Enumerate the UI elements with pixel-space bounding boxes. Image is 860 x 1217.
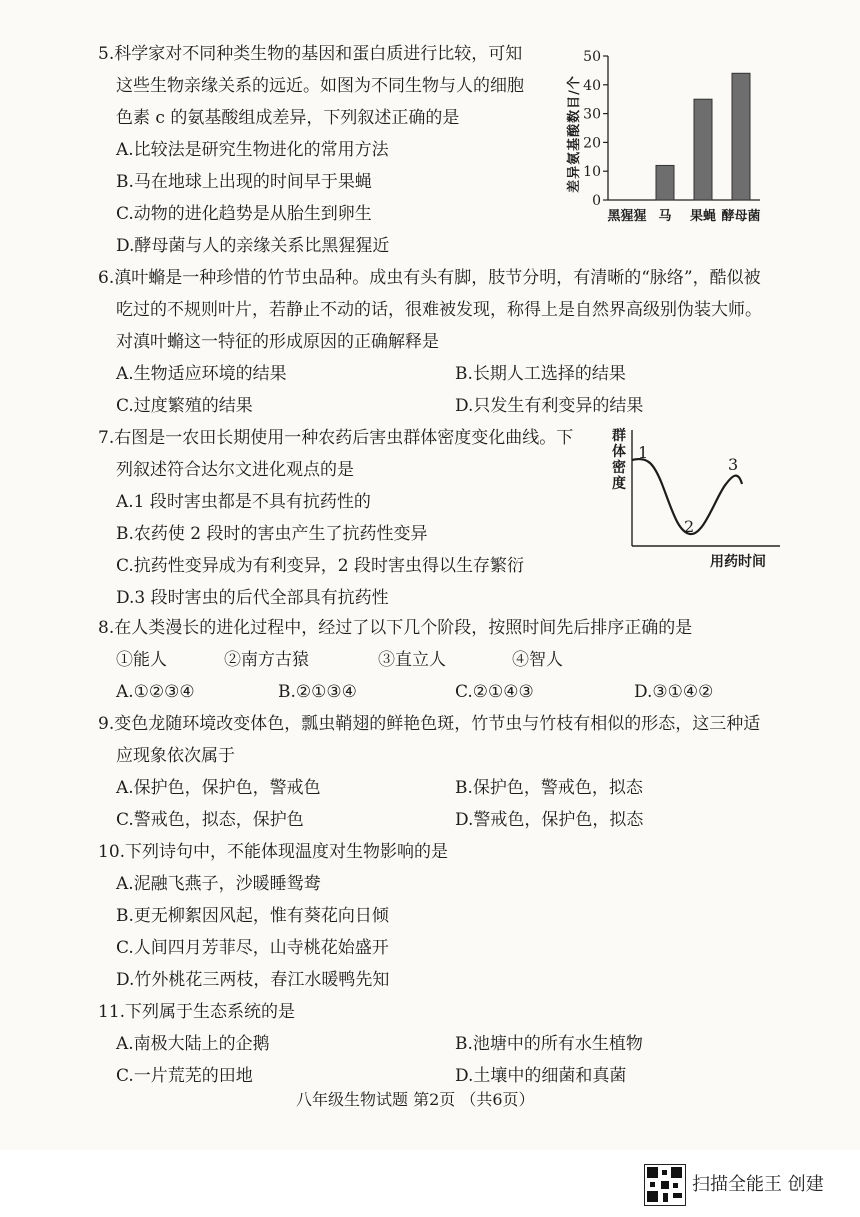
q8-stage-1: ①能人 (116, 650, 167, 670)
q6-stem-line-2: 吃过的不规则叶片，若静止不动的话，很难被发现，称得上是自然界高级别伪装大师。 (116, 300, 762, 320)
q11-stem: 11.下列属于生态系统的是 (98, 1002, 296, 1022)
q8-option-d[interactable]: D.③①④② (634, 682, 714, 702)
curve-x-label: 用药时间 (710, 554, 766, 570)
chart-bar (656, 165, 674, 200)
q7-option-b[interactable]: B.农药使 2 段时的害虫产生了抗药性变异 (116, 524, 428, 544)
q8-stage-3: ③直立人 (378, 650, 446, 670)
q9-option-c[interactable]: C.警戒色，拟态，保护色 (116, 810, 304, 830)
q7-option-c[interactable]: C.抗药性变异成为有利变异，2 段时害虫得以生存繁衍 (116, 556, 525, 576)
q6-option-c[interactable]: C.过度繁殖的结果 (116, 396, 253, 416)
q5-option-b[interactable]: B.马在地球上出现的时间早于果蝇 (116, 172, 372, 192)
q8-option-c[interactable]: C.②①④③ (455, 682, 534, 702)
q5-stem-line-1: 5.科学家对不同种类生物的基因和蛋白质进行比较，可知 (98, 44, 523, 64)
q11-option-d[interactable]: D.土壤中的细菌和真菌 (455, 1066, 627, 1086)
q5-option-d[interactable]: D.酵母菌与人的亲缘关系比黑猩猩近 (116, 236, 390, 256)
chart-y-tick-label: 20 (583, 135, 601, 152)
chart-y-tick-label: 0 (592, 193, 601, 209)
q7-stem-line-2: 列叙述符合达尔文进化观点的是 (116, 460, 354, 480)
q8-stage-2: ②南方古猿 (224, 650, 309, 670)
curve-y-label-2: 体 (612, 444, 626, 460)
chart-y-axis-label: 差异氨基酸数目/个 (567, 75, 582, 193)
chart-category-label: 酵母菌 (721, 209, 761, 224)
curve-y-label-3: 密 (612, 460, 626, 476)
q5-option-c[interactable]: C.动物的进化趋势是从胎生到卵生 (116, 204, 372, 224)
q7-option-a[interactable]: A.1 段时害虫都是不具有抗药性的 (116, 492, 371, 512)
q10-stem: 10.下列诗句中，不能体现温度对生物影响的是 (98, 842, 449, 862)
curve-y-label-4: 度 (612, 476, 626, 492)
chart-category-label: 果蝇 (689, 209, 717, 224)
qr-code-icon (644, 1164, 686, 1206)
q8-option-a[interactable]: A.①②③④ (116, 682, 195, 702)
q11-option-a[interactable]: A.南极大陆上的企鹅 (116, 1034, 270, 1054)
q6-stem-line-1: 6.滇叶䗛是一种珍惜的竹节虫品种。成虫有头有脚，肢节分明，有清晰的“脉络”，酷似被 (98, 268, 761, 288)
chart-y-tick-label: 30 (583, 106, 601, 123)
q5-stem-line-2: 这些生物亲缘关系的远近。如图为不同生物与人的细胞 (116, 76, 524, 96)
q10-option-a[interactable]: A.泥融飞燕子，沙暖睡鸳鸯 (116, 874, 321, 894)
q5-option-a[interactable]: A.比较法是研究生物进化的常用方法 (116, 140, 389, 160)
page-footer: 八年级生物试题 第2页 （共6页） (296, 1090, 535, 1109)
q11-option-b[interactable]: B.池塘中的所有水生植物 (455, 1034, 643, 1054)
q9-stem-line-2: 应现象依次属于 (116, 746, 235, 766)
chart-y-tick-label: 40 (583, 77, 601, 94)
chart-y-tick-label: 10 (583, 164, 601, 181)
q6-option-b[interactable]: B.长期人工选择的结果 (455, 364, 626, 384)
curve-point-3: 3 (728, 455, 739, 474)
q7-stem-line-1: 7.右图是一农田长期使用一种农药后害虫群体密度变化曲线。下 (98, 428, 574, 448)
q8-stage-4: ④智人 (512, 650, 563, 670)
chart-bar (694, 99, 712, 200)
q6-option-d[interactable]: D.只发生有利变异的结果 (455, 396, 644, 416)
pest-density-curve (600, 424, 790, 576)
q9-stem-line-1: 9.变色龙随环境改变体色，瓢虫鞘翅的鲜艳色斑，竹节虫与竹枝有相似的形态，这三种适 (98, 714, 761, 734)
q8-stem: 8.在人类漫长的进化过程中，经过了以下几个阶段，按照时间先后排序正确的是 (98, 618, 693, 638)
q10-option-b[interactable]: B.更无柳絮因风起，惟有葵花向日倾 (116, 906, 389, 926)
q10-option-d[interactable]: D.竹外桃花三两枝，春江水暖鸭先知 (116, 970, 390, 990)
chart-category-label: 黑猩猩 (607, 209, 647, 224)
q5-stem-line-3: 色素 c 的氨基酸组成差异，下列叙述正确的是 (116, 108, 460, 128)
q10-option-c[interactable]: C.人间四月芳菲尽，山寺桃花始盛开 (116, 938, 389, 958)
chart-category-label: 马 (658, 209, 672, 224)
curve-y-label-1: 群 (612, 428, 626, 444)
q9-option-b[interactable]: B.保护色，警戒色，拟态 (455, 778, 643, 798)
q7-option-d[interactable]: D.3 段时害虫的后代全部具有抗药性 (116, 588, 389, 608)
q6-option-a[interactable]: A.生物适应环境的结果 (116, 364, 287, 384)
q6-stem-line-3: 对滇叶䗛这一特征的形成原因的正确解释是 (116, 332, 439, 352)
q8-option-b[interactable]: B.②①③④ (278, 682, 357, 702)
chart-bar (732, 73, 750, 200)
q9-option-a[interactable]: A.保护色，保护色，警戒色 (116, 778, 321, 798)
curve-point-1: 1 (638, 443, 649, 462)
amino-acid-bar-chart (560, 44, 770, 234)
q11-option-c[interactable]: C.一片荒芜的田地 (116, 1066, 253, 1086)
chart-y-tick-label: 50 (583, 49, 601, 65)
q9-option-d[interactable]: D.警戒色，保护色，拟态 (455, 810, 644, 830)
curve-point-2: 2 (684, 517, 695, 536)
scanner-label: 扫描全能王 创建 (692, 1174, 824, 1195)
